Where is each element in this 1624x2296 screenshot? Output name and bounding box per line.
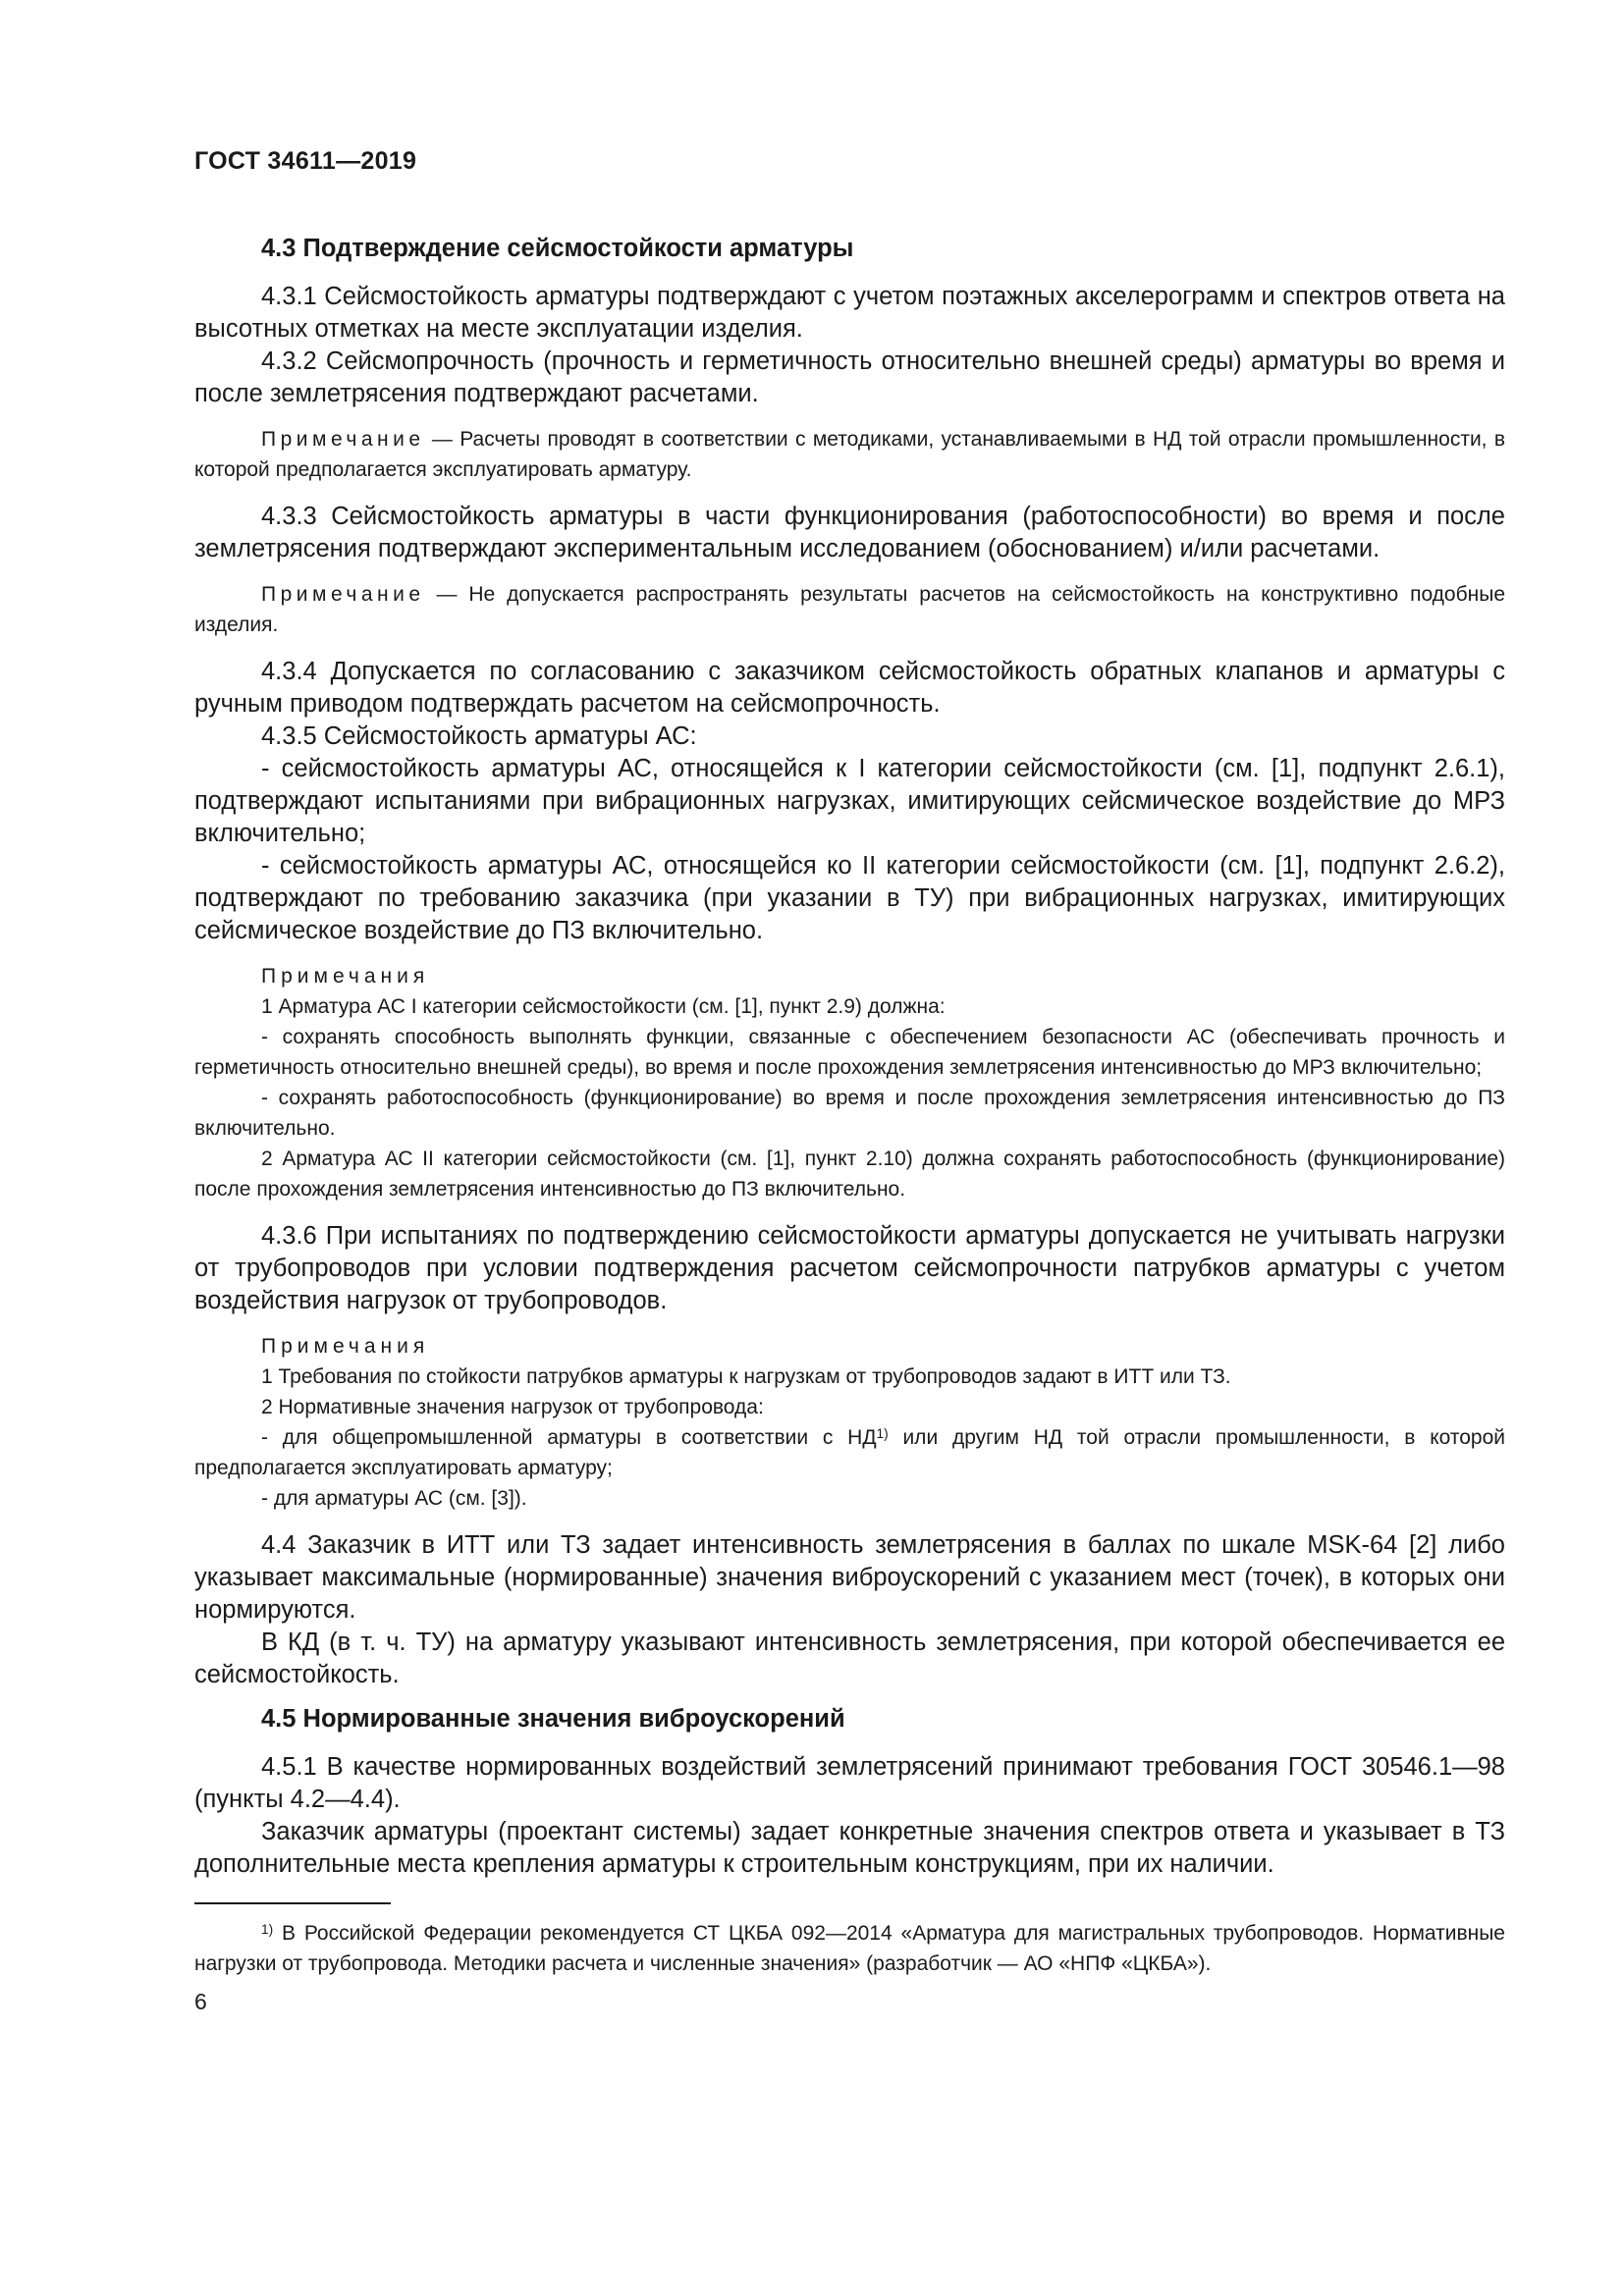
footnote-divider (194, 1902, 391, 1904)
note-label: Примечание (261, 428, 425, 451)
document-code: ГОСТ 34611—2019 (194, 147, 417, 175)
note-item: - сохранять работоспособность (функционирование) во время и после прохождения землетрясения интенсивностью до ПЗ включительно. (194, 1087, 1505, 1140)
notes-3 (194, 961, 1505, 1204)
paragraph-4-3-4: 4.3.4 Допускается по согласованию с заказчиком сейсмостойкость обратных клапанов и арматуры с ручным приводом подтверждать расчетом на сейсмопрочность. (194, 658, 1505, 718)
note-item: - для общепромышленной арматуры в соответствии с НД$^{1)}$ или другим НД той отрасли промышленности, в которой предполагается эксплуатировать арматуру; (194, 1426, 1505, 1479)
paragraph-4-4-2: В КД (в т. ч. ТУ) на арматуру указывают интенсивность землетрясения, при которой обеспечивается ее сейсмостойкость. (194, 1629, 1505, 1688)
note-item: 1 Требования по стойкости патрубков арматуры к нагрузкам от трубопроводов задают в ИТТ или ТЗ. (261, 1365, 1231, 1388)
note-text: — Не допускается распространять результаты расчетов на сейсмостойкость на конструктивно подобные изделия. (194, 583, 1505, 636)
section-heading-4-3: 4.3 Подтверждение сейсмостойкости арматуры (261, 235, 854, 262)
note-2 (194, 579, 1505, 640)
paragraph-4-3-3: 4.3.3 Сейсмостойкость арматуры в части функционирования (работоспособности) во время и после землетрясения подтверждают экспериментальным исследованием (обоснованием) и/или расчетами. (194, 503, 1505, 562)
notes-4 (194, 1331, 1505, 1514)
paragraph-4-4: 4.4 Заказчик в ИТТ или ТЗ задает интенсивность землетрясения в баллах по шкале MSK-64 [2] либо указывает максимальные (нормированные) значения виброускорений с указанием мест (точек), в которых они нормируются. (194, 1531, 1505, 1624)
list-item: - сейсмостойкость арматуры АС, относящейся к I категории сейсмостойкости (см. [1], подпункт 2.6.1), подтверждают испытаниями при вибрационных нагрузках, имитирующих сейсмическое воздействие до МРЗ включительно; (194, 755, 1505, 847)
paragraph-4-5-1: 4.5.1 В качестве нормированных воздействий землетрясений принимают требования ГОСТ 30546.1—98 (пункты 4.2—4.4). (194, 1753, 1505, 1813)
notes-label: Примечания (261, 1335, 430, 1358)
note-text: — Расчеты проводят в соответствии с методиками, устанавливаемыми в НД той отрасли промышленности, в которой предполагается эксплуатировать арматуру. (194, 428, 1505, 481)
paragraph-4-5-2: Заказчик арматуры (проектант системы) задает конкретные значения спектров ответа и указывает в ТЗ дополнительные места крепления арматуры к строительным конструкциям, при их наличии. (194, 1818, 1505, 1878)
paragraph-4-3-6: 4.3.6 При испытаниях по подтверждению сейсмостойкости арматуры допускается не учитывать нагрузки от трубопроводов при условии подтверждения расчетом сейсмопрочности патрубков арматуры с учетом воздействия нагрузок от трубопроводов. (194, 1222, 1505, 1314)
notes-label: Примечания (261, 965, 430, 988)
paragraph-4-3-1: 4.3.1 Сейсмостойкость арматуры подтверждают с учетом поэтажных акселерограмм и спектров ответа на высотных отметках на месте эксплуатации изделия. (194, 283, 1505, 343)
note-item: 2 Арматура АС II категории сейсмостойкости (см. [1], пункт 2.10) должна сохранять работоспособность (функционирование) после прохождения землетрясения интенсивностью до ПЗ включительно. (194, 1148, 1505, 1201)
note-item: - для арматуры АС (см. [3]). (261, 1487, 527, 1510)
section-heading-4-5: 4.5 Нормированные значения виброускорений (261, 1705, 845, 1733)
note-item: 2 Нормативные значения нагрузок от трубопровода: (261, 1396, 764, 1418)
footnote-text: В Российской Федерации рекомендуется СТ ЦКБА 092—2014 «Арматура для магистральных трубопроводов. Нормативные нагрузки от трубопровода. Методики расчета и численные значения» (разработчик — АО «НПФ «ЦКБА»). (194, 1922, 1505, 1975)
footnote-marker: 1) (261, 1922, 274, 1937)
page-number: 6 (194, 1989, 207, 2014)
list-item: - сейсмостойкость арматуры АС, относящейся ко II категории сейсмостойкости (см. [1], подпункт 2.6.2), подтверждают по требованию заказчика (при указании в ТУ) при вибрационных нагрузках, имитирующих сейсмическое воздействие до ПЗ включительно. (194, 852, 1505, 944)
note-item: 1 Арматура АС I категории сейсмостойкости (см. [1], пункт 2.9) должна: (261, 995, 946, 1018)
note-item: - сохранять способность выполнять функции, связанные с обеспечением безопасности АС (обеспечивать прочность и герметичность относительно внешней среды), во время и после прохождения землетрясения интенсивностью до МРЗ включительно; (194, 1026, 1505, 1079)
note-1 (194, 424, 1505, 485)
paragraph-4-3-2: 4.3.2 Сейсмопрочность (прочность и герметичность относительно внешней среды) арматуры во время и после землетрясения подтверждают расчетами. (194, 347, 1505, 407)
footnote-reference[interactable]: 1) (876, 1426, 889, 1441)
paragraph-4-3-5: 4.3.5 Сейсмостойкость арматуры АС: (261, 722, 697, 750)
footnote (194, 1918, 1505, 1979)
page-content (194, 147, 1505, 2015)
note-label: Примечание (261, 583, 425, 606)
